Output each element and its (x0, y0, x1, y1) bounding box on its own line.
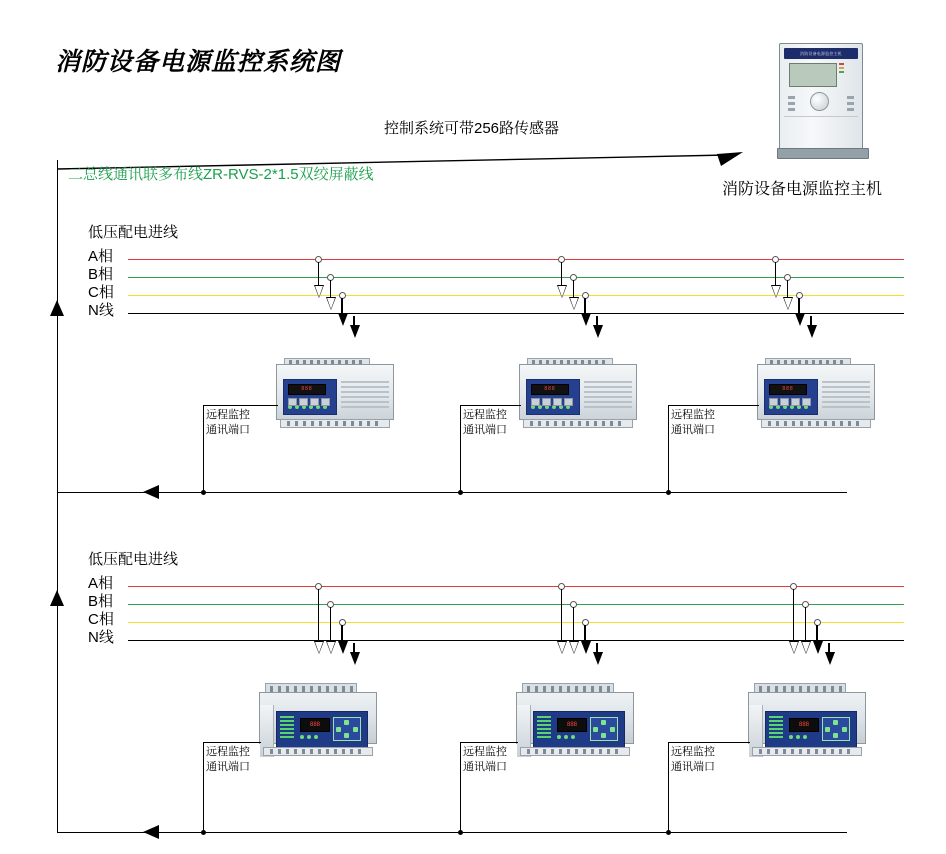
g1-d3-vents (822, 381, 870, 415)
g1-d2-front-panel (526, 379, 580, 415)
group-2-phase-line-a (128, 586, 904, 587)
g1-device-1 (276, 356, 394, 428)
g2-d3-front-panel (765, 711, 857, 749)
g1-d2-vents (584, 381, 632, 415)
g2-d3-body (748, 692, 866, 744)
g2-d1-navpad[interactable] (333, 717, 361, 741)
g1-d1-vents (341, 381, 389, 415)
g2-d1-indicators (300, 726, 321, 744)
g1-d1-port-label-line1: 远程监控 (206, 409, 250, 421)
g2-d1-display-value: 888 (309, 722, 320, 728)
group-1-phase-label-c: C相 (88, 284, 114, 301)
g2-d1-bargraph (280, 716, 296, 740)
g2-d1-port-label-line2: 通讯端口 (206, 760, 250, 773)
group-2-comm-bus (57, 832, 847, 833)
g1-device-2 (519, 356, 637, 428)
g2-d3-bottom-terminals (752, 747, 862, 756)
g2-device-2 (516, 680, 634, 756)
host-caption: 消防设备电源监控主机 (722, 181, 883, 198)
group-2-phase-label-n: N线 (88, 629, 114, 646)
page-title: 消防设备电源监控系统图 (55, 49, 342, 76)
main-trunk-vertical (57, 160, 58, 833)
host-display-screen (789, 63, 837, 87)
g2-d2-body (516, 692, 634, 744)
g1-d2-port-label-line2: 通讯端口 (463, 423, 507, 436)
g2-device-3 (748, 680, 866, 756)
g2-d3-navpad[interactable] (822, 717, 850, 741)
g1-d1-front-panel (283, 379, 337, 415)
g1-d2-port-label-line1: 远程监控 (463, 409, 507, 421)
g1-d1-keys[interactable] (288, 393, 332, 411)
host-right-buttons[interactable] (836, 96, 854, 114)
g2-d2-comm-link (460, 742, 518, 743)
g2-d1-comm-drop (203, 742, 204, 832)
group-1-phase-line-n (128, 313, 904, 314)
group-2-bus-arrow (143, 825, 159, 839)
group-1-comm-bus (57, 492, 847, 493)
group-1-phase-label-a: A相 (88, 248, 114, 265)
g1-d2-keys[interactable] (531, 393, 575, 411)
g1-d1-body (276, 364, 394, 420)
g2-d2-port-label (463, 745, 507, 775)
host-left-buttons[interactable] (788, 96, 806, 114)
g1-d2-comm-drop (460, 405, 461, 493)
g2-d2-front-panel (533, 711, 625, 749)
g2-d1-comm-link (203, 742, 261, 743)
g1-d1-port-label-line2: 通讯端口 (206, 423, 250, 436)
g2-d1-port-label (206, 745, 250, 775)
g1-d1-comm-drop (203, 405, 204, 493)
g2-d3-display-value: 888 (798, 722, 809, 728)
g1-d2-bottom-terminals (523, 419, 633, 428)
g2-d3-comm-drop (668, 742, 669, 832)
g2-device-1 (259, 680, 377, 756)
g1-d2-display-value: 888 (544, 386, 556, 392)
monitoring-host-unit (779, 43, 863, 155)
trunk-arrow-up-1 (50, 300, 64, 316)
host-divider (784, 116, 858, 117)
g1-d1-bottom-terminals (280, 419, 390, 428)
g1-d2-body (519, 364, 637, 420)
g2-d2-comm-drop (460, 742, 461, 832)
g2-d1-front-panel (276, 711, 368, 749)
g2-d1-body (259, 692, 377, 744)
g1-d3-comm-drop (668, 405, 669, 493)
g2-d2-port-label-line1: 远程监控 (463, 746, 507, 758)
g2-d2-indicators (557, 726, 578, 744)
host-brand-text: 消防设备电源监控主机 (800, 51, 842, 56)
group-2-phase-line-n (128, 640, 904, 641)
g1-d3-keys[interactable] (769, 393, 813, 411)
g2-d2-navpad[interactable] (590, 717, 618, 741)
g2-d2-bargraph (537, 716, 553, 740)
g1-d3-front-panel (764, 379, 818, 415)
g2-d2-display-value: 888 (566, 722, 577, 728)
host-status-leds (839, 63, 857, 85)
g1-d1-comm-link (203, 405, 278, 406)
g2-d3-port-label-line2: 通讯端口 (671, 760, 715, 773)
host-base (777, 148, 869, 159)
g1-d3-port-label-line2: 通讯端口 (671, 423, 715, 436)
group-1-phase-label-b: B相 (88, 266, 114, 283)
group-2-phase-line-b (128, 604, 904, 605)
g1-device-3 (757, 356, 875, 428)
g1-d1-port-label (206, 408, 250, 438)
g2-d2-port-label-line2: 通讯端口 (463, 760, 507, 773)
trunk-arrow-up-2 (50, 590, 64, 606)
group-2-phase-label-c: C相 (88, 611, 114, 628)
g1-d1-display-value: 888 (301, 386, 313, 392)
group-1-bus-arrow (143, 485, 159, 499)
g2-d3-port-label (671, 745, 715, 775)
host-knob[interactable] (810, 92, 829, 111)
g1-d3-port-label (671, 408, 715, 438)
g2-d2-bottom-terminals (520, 747, 630, 756)
group-2-phase-label-b: B相 (88, 593, 114, 610)
group-1-incoming-label: 低压配电进线 (88, 224, 179, 241)
communication-cable-label: 二总线通讯联多布线ZR-RVS-2*1.5双绞屏蔽线 (68, 166, 374, 183)
g2-d3-port-label-line1: 远程监控 (671, 746, 715, 758)
g2-d1-bottom-terminals (263, 747, 373, 756)
g1-d2-comm-link (460, 405, 521, 406)
g2-d3-bargraph (769, 716, 785, 740)
group-2-incoming-label: 低压配电进线 (88, 551, 179, 568)
bus-capacity-label: 控制系统可带256路传感器 (384, 120, 560, 137)
g1-d2-port-label (463, 408, 507, 438)
g1-d3-comm-link (668, 405, 759, 406)
g2-d1-port-label-line1: 远程监控 (206, 746, 250, 758)
group-2-phase-line-c (128, 622, 904, 623)
g1-d3-bottom-terminals (761, 419, 871, 428)
host-brand-strip (784, 48, 858, 59)
g1-d3-port-label-line1: 远程监控 (671, 409, 715, 421)
g1-d3-display-value: 888 (782, 386, 794, 392)
group-1-phase-label-n: N线 (88, 302, 114, 319)
g1-d3-body (757, 364, 875, 420)
g2-d3-indicators (789, 726, 810, 744)
g2-d3-comm-link (668, 742, 750, 743)
group-2-phase-label-a: A相 (88, 575, 114, 592)
group-1-phase-line-a (128, 259, 904, 260)
